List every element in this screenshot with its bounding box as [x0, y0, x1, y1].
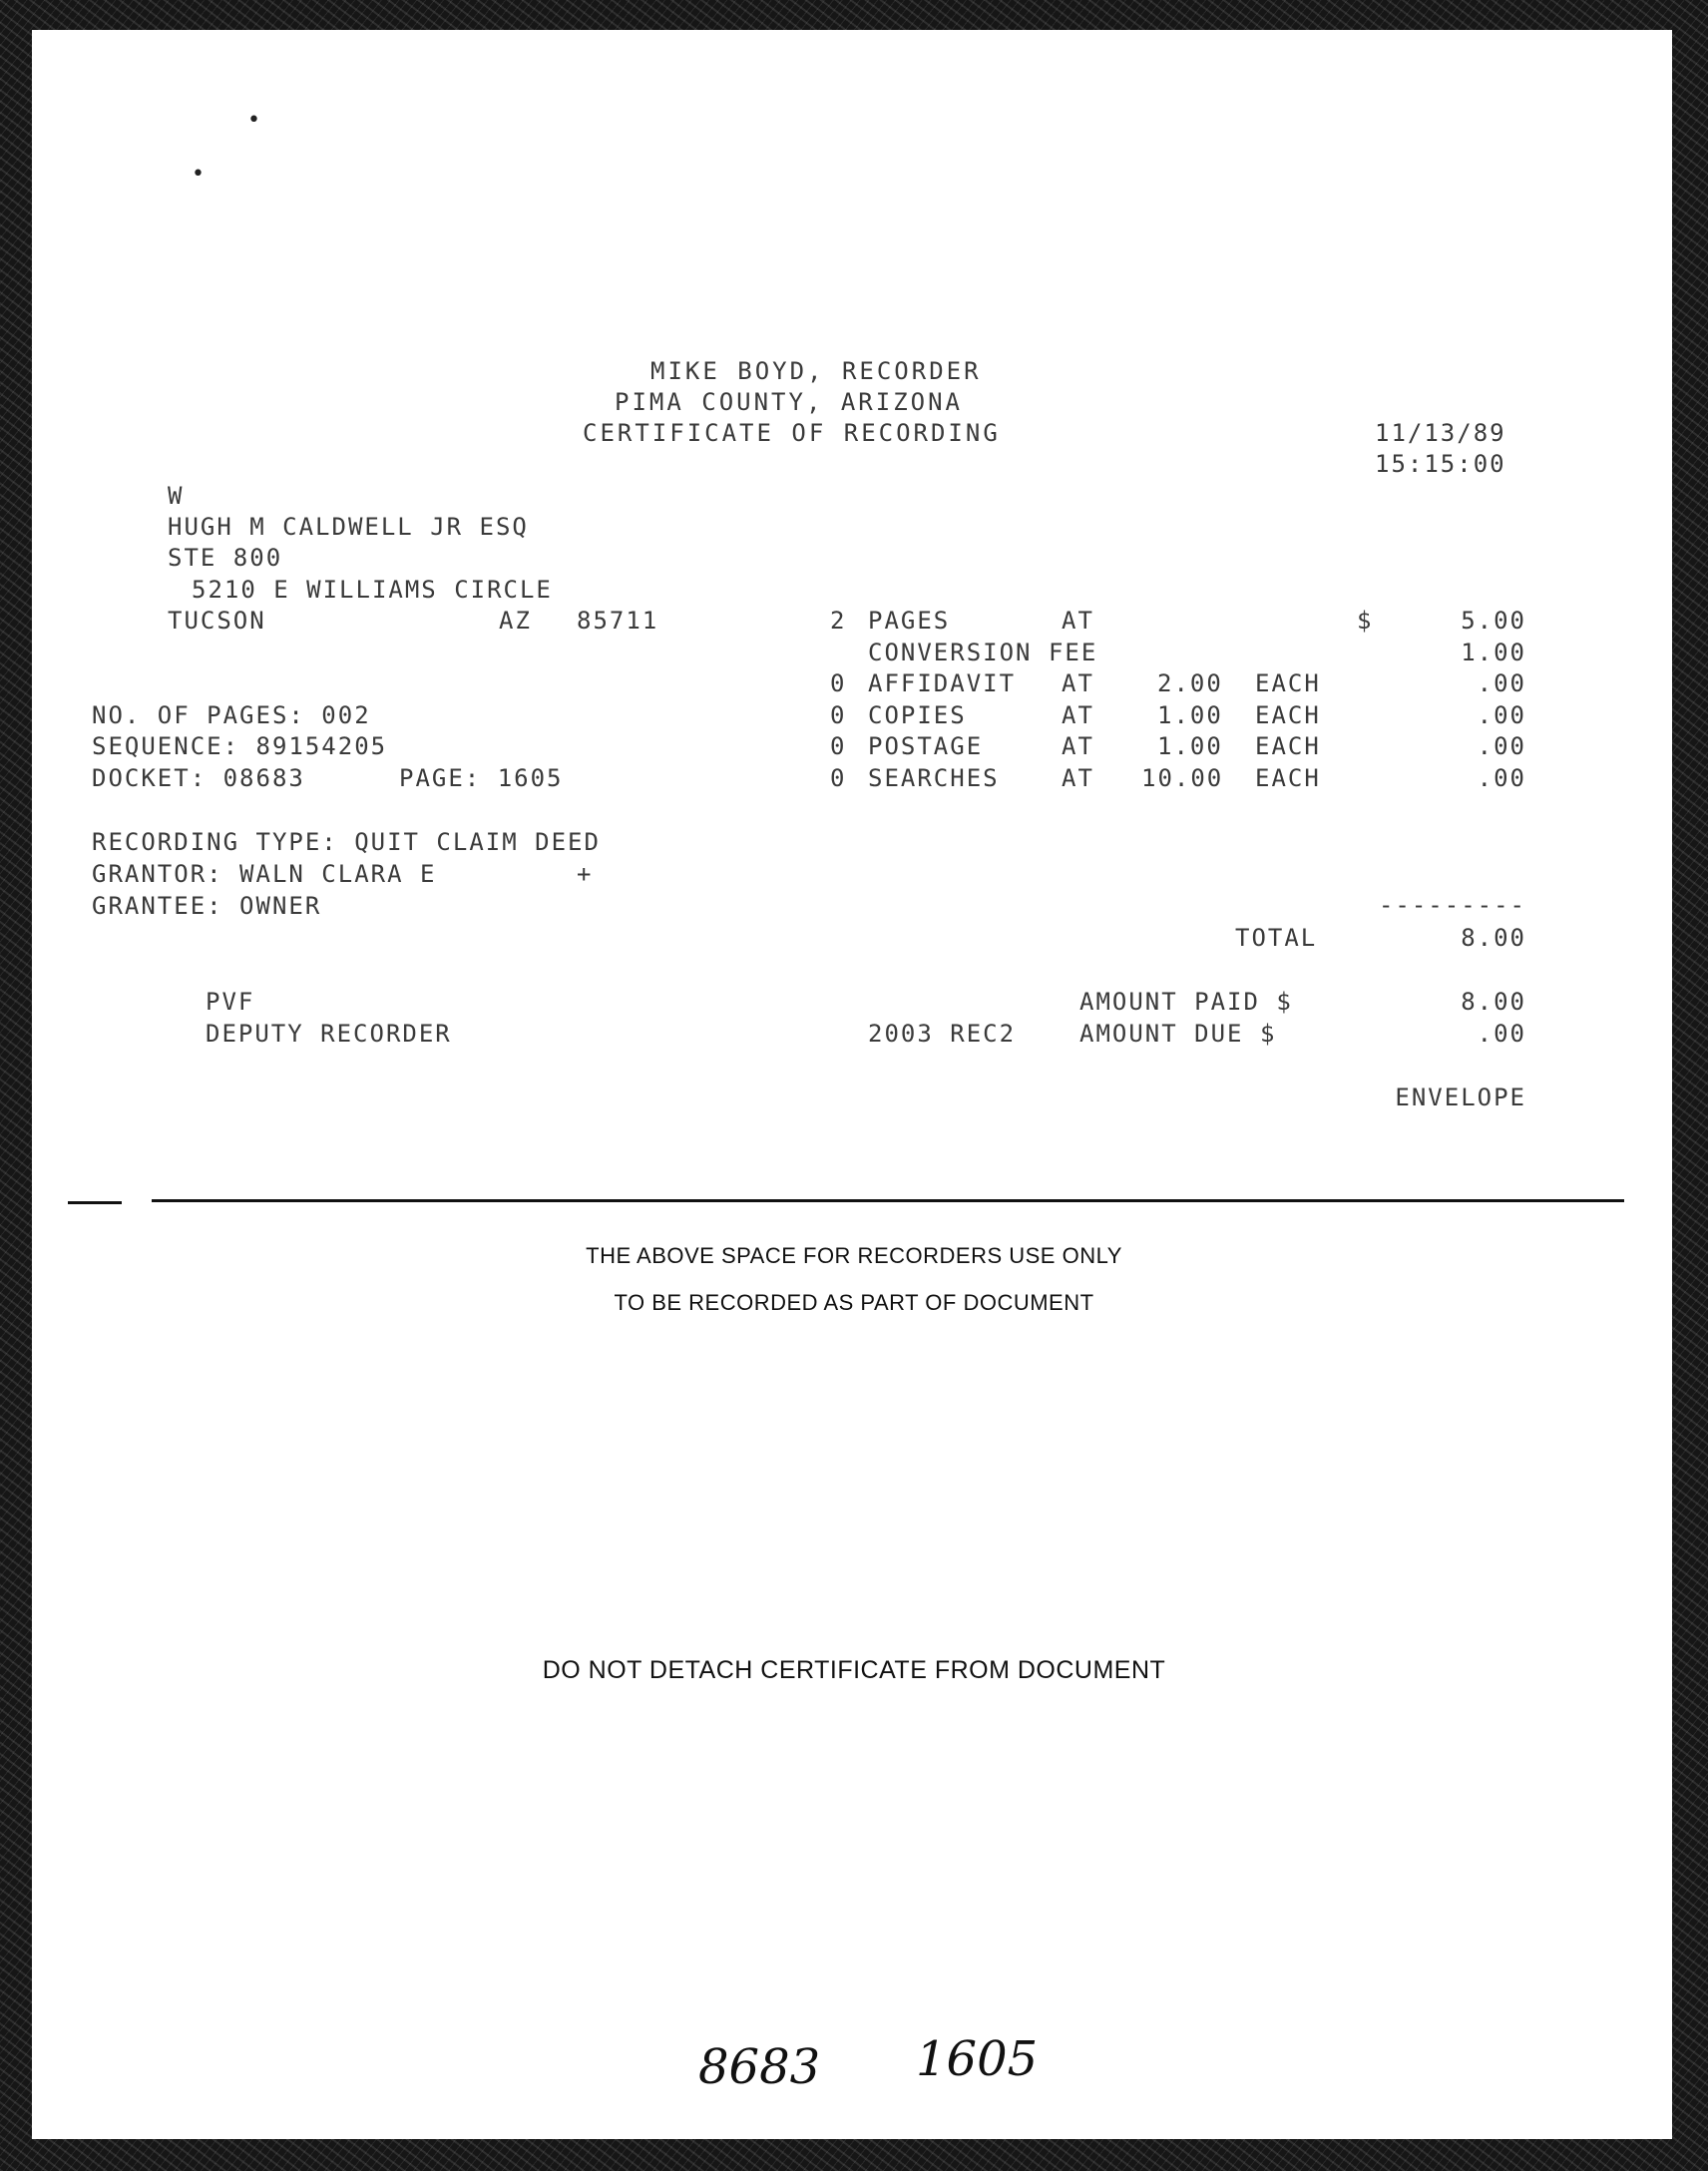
fee-dollar: $	[1357, 607, 1374, 635]
grantor-mark: +	[577, 860, 594, 888]
fee-each: EACH	[1255, 764, 1321, 792]
addressee-suite: STE 800	[168, 544, 283, 572]
fee-rate: 1.00	[1157, 732, 1223, 760]
fee-qty: 0	[830, 764, 847, 792]
addressee-zip: 85711	[577, 607, 659, 635]
fee-amount: 1.00	[1461, 639, 1526, 666]
amount-due: .00	[1477, 1020, 1526, 1048]
separator-line	[152, 1199, 1624, 1202]
handwritten-docket: 8683	[698, 2039, 821, 2095]
handwritten-page: 1605	[916, 2031, 1039, 2087]
addressee-state: AZ	[499, 607, 532, 635]
recorder-name: MIKE BOYD, RECORDER	[650, 357, 982, 385]
docket-number: DOCKET: 08683	[92, 764, 305, 792]
fee-rate: 1.00	[1157, 701, 1223, 729]
fee-at: AT	[1062, 701, 1094, 729]
fee-item: COPIES	[868, 701, 967, 729]
record-part-notice: TO BE RECORDED AS PART OF DOCUMENT	[614, 1290, 1094, 1315]
amount-paid-label: AMOUNT PAID $	[1079, 988, 1293, 1016]
fee-item: AFFIDAVIT	[868, 669, 1017, 697]
fee-rate: 10.00	[1141, 764, 1224, 792]
deputy-title: DEPUTY RECORDER	[206, 1020, 452, 1048]
grantor: GRANTOR: WALN CLARA E	[92, 860, 437, 888]
fee-amount: .00	[1477, 732, 1526, 760]
recorder-use-notice: THE ABOVE SPACE FOR RECORDERS USE ONLY	[586, 1243, 1122, 1268]
separator-line	[68, 1201, 122, 1204]
addressee-name: HUGH M CALDWELL JR ESQ	[168, 513, 529, 541]
fee-item: SEARCHES	[868, 764, 1000, 792]
fee-rate: 2.00	[1157, 669, 1223, 697]
envelope-label: ENVELOPE	[1395, 1084, 1526, 1111]
addressee-street: 5210 E WILLIAMS CIRCLE	[192, 576, 553, 604]
station-id: 2003 REC2	[868, 1020, 1017, 1048]
addressee-mark: W	[168, 482, 185, 510]
record-date: 11/13/89	[1375, 419, 1506, 447]
fee-item: POSTAGE	[868, 732, 984, 760]
total-label: TOTAL	[1235, 924, 1318, 952]
grantee: GRANTEE: OWNER	[92, 892, 322, 920]
fee-each: EACH	[1255, 701, 1321, 729]
fee-item: CONVERSION FEE	[868, 639, 1098, 666]
stray-mark: •	[247, 108, 260, 133]
fee-qty: 2	[830, 607, 847, 635]
fee-each: EACH	[1255, 732, 1321, 760]
record-time: 15:15:00	[1375, 450, 1506, 478]
fee-at: AT	[1062, 669, 1094, 697]
fee-item: PAGES	[868, 607, 951, 635]
amount-paid: 8.00	[1461, 988, 1526, 1016]
fee-each: EACH	[1255, 669, 1321, 697]
fee-at: AT	[1062, 764, 1094, 792]
fee-amount: .00	[1477, 669, 1526, 697]
fee-amount: 5.00	[1461, 607, 1526, 635]
certificate-title: CERTIFICATE OF RECORDING	[583, 419, 1001, 447]
docket-page: PAGE: 1605	[399, 764, 564, 792]
fee-qty: 0	[830, 732, 847, 760]
fee-amount: .00	[1477, 701, 1526, 729]
stray-mark: •	[192, 162, 205, 187]
total-rule: ---------	[1378, 891, 1526, 919]
total-amount: 8.00	[1461, 924, 1526, 952]
fee-at: AT	[1062, 732, 1094, 760]
sequence-number: SEQUENCE: 89154205	[92, 732, 388, 760]
fee-amount: .00	[1477, 764, 1526, 792]
addressee-city: TUCSON	[168, 607, 266, 635]
county-name: PIMA COUNTY, ARIZONA	[615, 388, 963, 416]
page-count: NO. OF PAGES: 002	[92, 701, 371, 729]
amount-due-label: AMOUNT DUE $	[1079, 1020, 1277, 1048]
do-not-detach-notice: DO NOT DETACH CERTIFICATE FROM DOCUMENT	[542, 1656, 1166, 1684]
deputy-initials: PVF	[206, 988, 255, 1016]
fee-qty: 0	[830, 669, 847, 697]
fee-qty: 0	[830, 701, 847, 729]
recording-type: RECORDING TYPE: QUIT CLAIM DEED	[92, 828, 601, 856]
fee-at: AT	[1062, 607, 1094, 635]
